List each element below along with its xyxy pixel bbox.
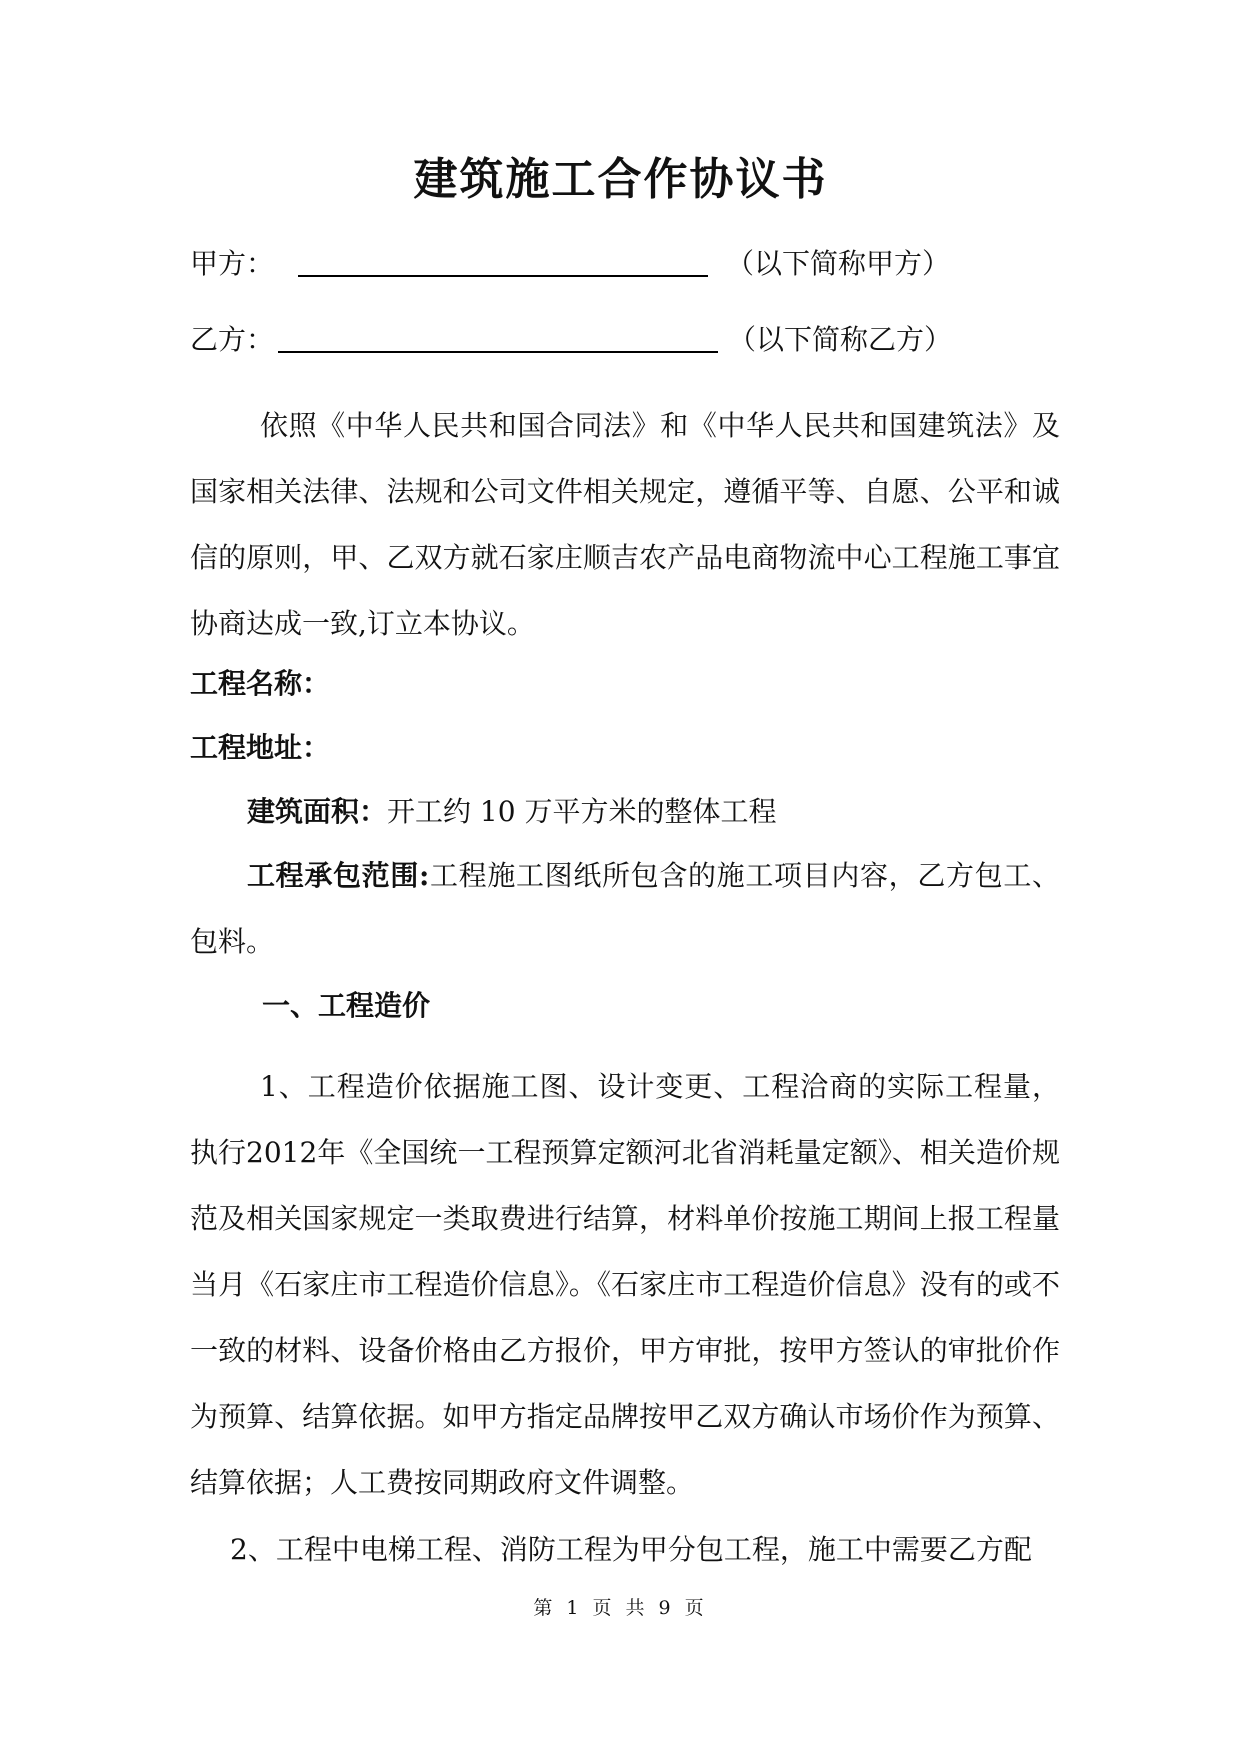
scope-label: 工程承包范围: — [247, 859, 430, 892]
building-area-line — [247, 779, 776, 845]
party-a-blank — [298, 247, 708, 277]
project-address-label: 工程地址： — [190, 731, 331, 764]
party-a-label: 甲方： — [190, 247, 275, 280]
party-a-note: （以下简称甲方） — [726, 247, 951, 280]
document-title: 建筑施工合作协议书 — [413, 154, 828, 205]
party-a-line — [190, 244, 950, 284]
scope-paragraph — [190, 843, 1060, 975]
party-b-label: 乙方： — [190, 323, 275, 356]
section-1-title: 一、工程造价 — [262, 989, 431, 1022]
project-name-label: 工程名称： — [190, 667, 331, 700]
page-footer: 第 1 页 共 9 页 — [533, 1597, 708, 1619]
scope-value: 工程施工图纸所包含的施工项目内容，乙方包工、包料。 — [190, 859, 1060, 958]
building-area-label: 建筑面积： — [247, 795, 388, 828]
clause-2-paragraph: 2、工程中电梯工程、消防工程为甲分包工程，施工中需要乙方配 — [230, 1533, 1032, 1566]
party-b-blank — [278, 323, 718, 353]
clause-1-paragraph: 1、工程造价依据施工图、设计变更、工程洽商的实际工程量，执行2012年《全国统一工程预算定额河北省消耗量定额》、相关造价规范及相关国家规定一类取费进行结算，材料单价按施工期间上报工程量当月《石家庄市工程造价信息》。《石家庄市工程造价信息》没有的或不一致的材料、设备价格由乙方报价，甲方审批，按甲方签认的审批价作为预算、结算依据。如甲方指定品牌按甲乙双方确认市场价作为预算、结算依据；人工费按同期政府文件调整。 — [190, 1070, 1060, 1499]
intro-paragraph: 依照《中华人民共和国合同法》和《中华人民共和国建筑法》及国家相关法律、法规和公司文件相关规定，遵循平等、自愿、公平和诚信的原则，甲、乙双方就石家庄顺吉农产品电商物流中心工程施工事宜协商达成一致,订立本协议。 — [190, 409, 1060, 640]
party-b-line — [190, 320, 952, 360]
party-b-note: （以下简称乙方） — [728, 323, 953, 356]
building-area-value: 开工约 10 万平方米的整体工程 — [387, 795, 777, 828]
